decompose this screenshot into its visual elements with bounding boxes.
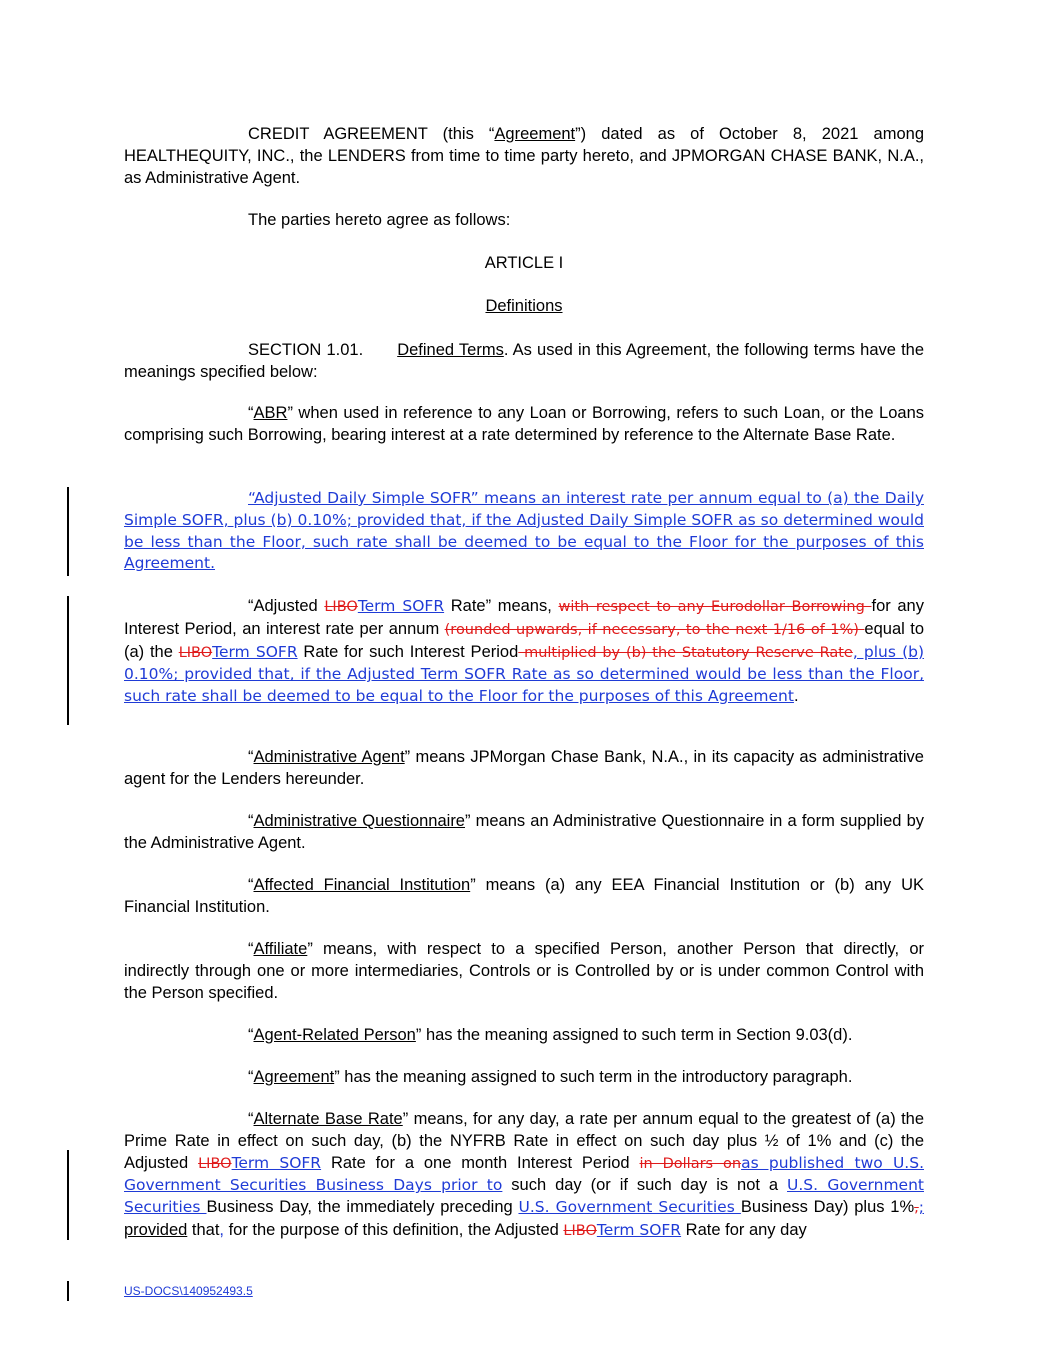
- change-bar: [67, 1281, 69, 1301]
- parties-paragraph: The parties hereto agree as follows:: [248, 211, 511, 229]
- document-footer-id: US-DOCS\140952493.5: [124, 1284, 253, 1298]
- def-administrative-agent: “Administrative Agent” means JPMorgan Chase Bank, N.A., in its capacity as administrative agent for the Lenders hereunder.: [124, 748, 924, 788]
- change-bar: [67, 596, 69, 725]
- agreement-term: Agreement: [494, 125, 576, 143]
- intro-paragraph: CREDIT AGREEMENT (this “Agreement”) dated as of October 8, 2021 among HEALTHEQUITY, INC., the LENDERS from time to time party hereto, and JPMORGAN CHASE BANK, N.A., as Administrative Agent.: [124, 125, 924, 187]
- section-1-01: SECTION 1.01. Defined Terms. As used in this Agreement, the following terms have the meanings specified below:: [124, 341, 925, 381]
- def-administrative-questionnaire: “Administrative Questionnaire” means an Administrative Questionnaire in a form supplied by the Administrative Agent.: [124, 812, 924, 852]
- def-abr: “ABR” when used in reference to any Loan or Borrowing, refers to such Loan, or the Loans comprising such Borrowing, bearing interest at a rate determined by reference to the Alternate Base Rate.: [124, 404, 924, 444]
- change-bar: [67, 487, 69, 576]
- definitions-heading: Definitions: [485, 297, 563, 315]
- def-adjusted-term-sofr-rate: “Adjusted LIBOTerm SOFR Rate” means, with respect to any Eurodollar Borrowing for any Interest Period, an interest rate per annum (rounded upwards, if necessary, to the next 1/16 of 1%) equal to (a) the LIBOTerm SOFR Rate for such Interest Period multiplied by (b) the Statutory Reserve Rate, plus (b) 0.10%; provided that, if the Adjusted Term SOFR Rate as so determined would be less than the Floor, such rate shall be deemed to be equal to the Floor for the purposes of this Agreement.: [124, 597, 925, 706]
- def-agent-related-person: “Agent-Related Person” has the meaning assigned to such term in Section 9.03(d).: [248, 1026, 853, 1044]
- def-agreement: “Agreement” has the meaning assigned to such term in the introductory paragraph.: [248, 1068, 853, 1086]
- article-heading: ARTICLE I: [484, 254, 564, 272]
- def-adjusted-daily-simple-sofr: “Adjusted Daily Simple SOFR” means an interest rate per annum equal to (a) the Daily Simple SOFR, plus (b) 0.10%; provided that, if the Adjusted Daily Simple SOFR as so determined would be less than the Floor, such rate shall be deemed to be equal to the Floor for the purposes of this Agreement.: [124, 489, 924, 573]
- change-bar: [67, 1150, 69, 1240]
- def-affected-financial-institution: “Affected Financial Institution” means (a) any EEA Financial Institution or (b) any UK Financial Institution.: [124, 876, 924, 916]
- def-alternate-base-rate: “Alternate Base Rate” means, for any day, a rate per annum equal to the greatest of (a) the Prime Rate in effect on such day, (b) the NYFRB Rate in effect on such day plus ½ of 1% and (c) the Adjusted LIBOTerm SOFR Rate for a one month Interest Period in Dollars onas published two U.S. Government Securities Business Days prior to such day (or if such day is not a U.S. Government Securities Business Day, the immediately preceding U.S. Government Securities Business Day) plus 1%,; provided that, for the purpose of this definition, the Adjusted LIBOTerm SOFR Rate for any day: [124, 1110, 925, 1239]
- section-title: Defined Terms: [397, 341, 504, 359]
- def-affiliate: “Affiliate” means, with respect to a specified Person, another Person that directly, or indirectly through one or more intermediaries, Controls or is Controlled by or is under common Control with the Person specified.: [124, 940, 924, 1002]
